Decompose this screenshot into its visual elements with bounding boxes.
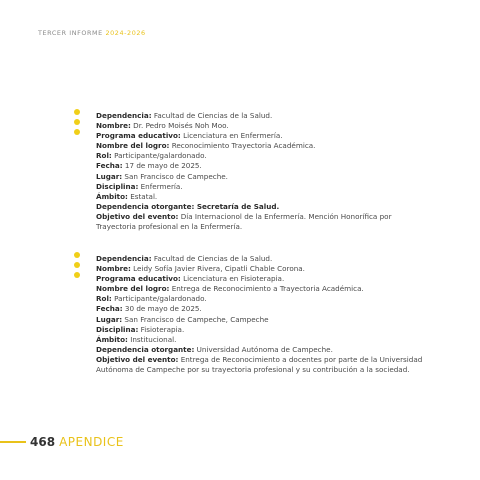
field-value: Institucional. [127,334,177,344]
field-label: Objetivo del evento: [96,211,179,221]
field-label: Lugar: [96,171,123,181]
field-value: Dr. Pedro Moisés Noh Moo. [130,121,229,131]
field-label: Programa educativo: [96,131,181,141]
field-value: Leidy Sofía Javier Rivera, Cipatli Chable Corona. [130,264,305,274]
bullet-dot-icon [74,119,80,125]
field-value: San Francisco de Campeche, Campeche [122,314,269,324]
bullet-group [74,109,80,139]
field-value: Fisioterapia. [138,324,185,334]
field-label: Lugar: [96,314,123,324]
field-label: Disciplina: [96,181,139,191]
field-label: Rol: [96,151,112,161]
achievement-entry [96,111,431,232]
field-value: 30 de mayo de 2025. [122,304,202,314]
entry-rol [96,151,431,161]
entry-disciplina [96,325,431,335]
footer-rule [0,441,26,443]
field-label: Dependencia otorgante: Secretaría de Salud. [96,201,280,211]
bullet-dot-icon [74,252,80,258]
field-label: Nombre: [96,121,131,131]
field-label: Disciplina: [96,324,139,334]
report-title: TERCER INFORME [38,29,103,37]
field-value: San Francisco de Campeche. [122,171,228,181]
entry-otorgante [96,345,431,355]
running-header [38,29,146,37]
achievement-entry [96,254,431,375]
field-value: 17 de mayo de 2025. [122,161,202,171]
field-value: Participante/galardonado. [111,294,207,304]
bullet-dot-icon [74,129,80,135]
bullet-dot-icon [74,262,80,268]
entry-fecha [96,161,431,171]
report-years: 2024-2026 [105,29,146,37]
entry-rol [96,294,431,304]
entry-lugar [96,172,431,182]
field-value: Licenciatura en Fisioterapia. [180,274,285,284]
bullet-dot-icon [74,272,80,278]
field-value: Reconocimiento Trayectoria Académica. [169,141,316,151]
field-label: Fecha: [96,161,123,171]
bullet-dot-icon [74,109,80,115]
entry-lugar [96,315,431,325]
entry-programa [96,274,431,284]
field-value: Universidad Autónoma de Campeche. [194,344,333,354]
field-label: Rol: [96,294,112,304]
entry-logro [96,284,431,294]
field-value: Estatal. [127,191,158,201]
entry-otorgante [96,202,431,212]
field-value: Facultad de Ciencias de la Salud. [151,111,273,120]
entry-nombre [96,121,431,131]
section-title: APENDICE [59,435,124,449]
field-label: Fecha: [96,304,123,314]
field-label: Dependencia: [96,111,152,120]
entry-objetivo [96,212,431,232]
field-label: Ámbito: [96,334,128,344]
page-number: 468 [30,435,56,449]
field-value: Facultad de Ciencias de la Salud. [151,254,273,263]
field-label: Nombre: [96,264,131,274]
field-value: Entrega de Reconocimiento a Trayectoria Académica. [169,284,364,294]
page-footer [0,432,124,452]
field-label: Nombre del logro: [96,284,170,294]
entry-ambito [96,192,431,202]
field-label: Objetivo del evento: [96,354,179,364]
entry-disciplina [96,182,431,192]
field-value: Participante/galardonado. [111,151,207,161]
bullet-group [74,252,80,282]
entry-objetivo [96,355,431,375]
entry-dependencia [96,111,431,121]
field-label: Dependencia: [96,254,152,263]
field-label: Dependencia otorgante: [96,344,195,354]
field-label: Programa educativo: [96,274,181,284]
field-value: Licenciatura en Enfermería. [180,131,283,141]
entry-nombre [96,264,431,274]
field-label: Ámbito: [96,191,128,201]
field-value: Enfermería. [138,181,183,191]
field-label: Nombre del logro: [96,141,170,151]
entry-dependencia [96,254,431,264]
entry-ambito [96,335,431,345]
entry-fecha [96,304,431,314]
field-value: Día Internacionol de la Enfermería. Mención Honorífica por Trayectoria profesional en la Enfermería. [96,211,392,232]
field-value: Entrega de Reconocimiento a docentes por parte de la Universidad Autónoma de Campeche por su trayectoria profesional y su contribución a la sociedad. [96,354,423,375]
entry-programa [96,131,431,141]
entry-logro [96,141,431,151]
